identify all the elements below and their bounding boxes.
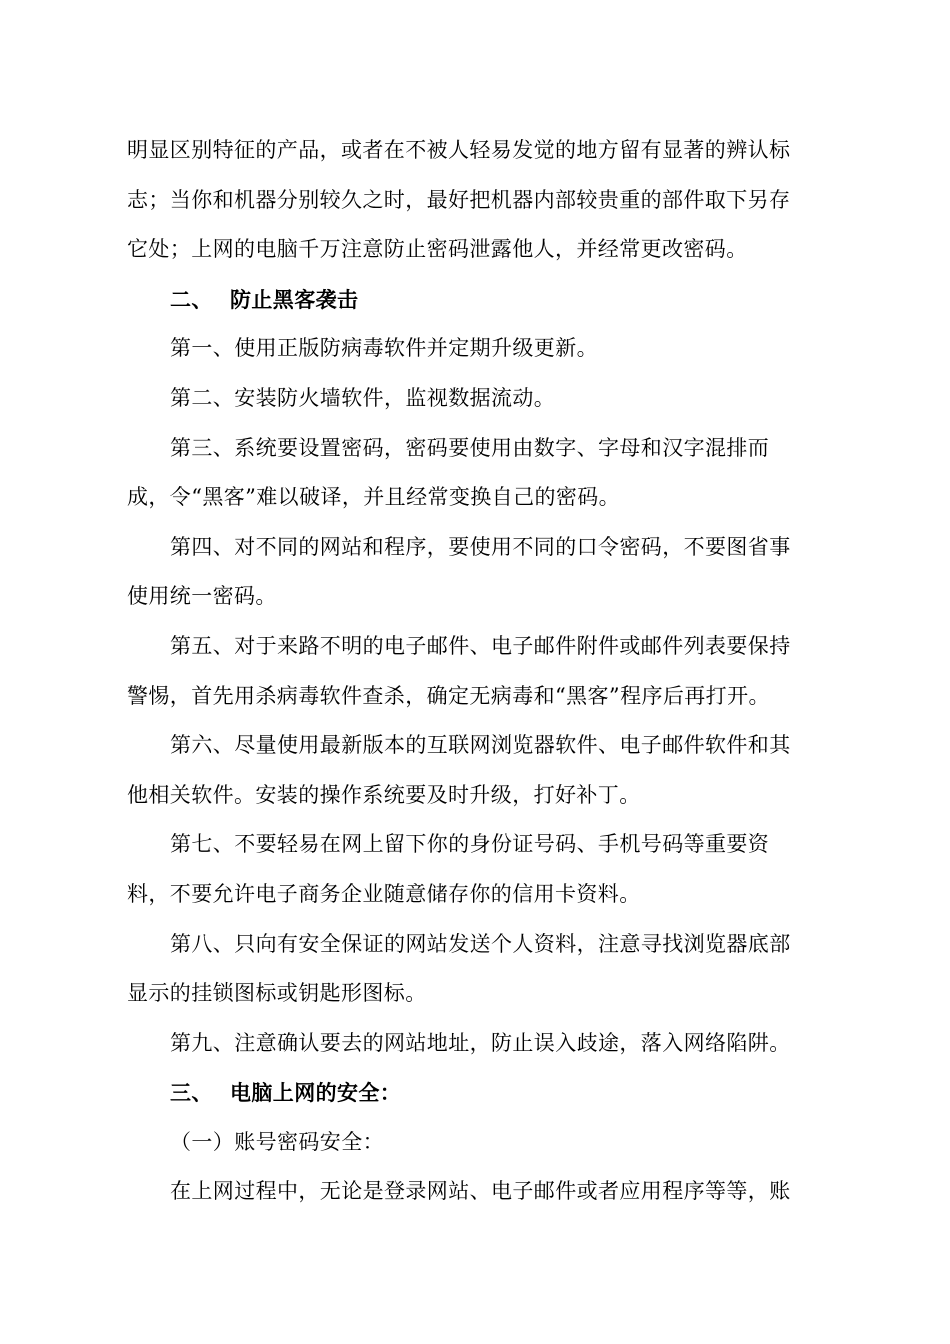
paragraph-continued (127, 126, 821, 275)
text-line: 显示的挂锁图标或钥匙形图标。 (127, 981, 427, 1006)
section-title: 防止黑客袭击 (230, 286, 359, 312)
section-number: 三、 (170, 1080, 213, 1106)
text-line: 第四、对不同的网站和程序，要使用不同的口令密码，不要图省事 (170, 534, 791, 559)
paragraph-body: 在上网过程中，无论是登录网站、电子邮件或者应用程序等等，账 (170, 1179, 791, 1204)
paragraph-item-5 (127, 622, 821, 721)
document-page (127, 126, 821, 1217)
paragraph-item-9: 第九、注意确认要去的网站地址，防止误入歧途，落入网络陷阱。 (170, 1030, 791, 1055)
text-line: 料，不要允许电子商务企业随意储存你的信用卡资料。 (127, 881, 641, 906)
text-line: 第五、对于来路不明的电子邮件、电子邮件附件或邮件列表要保持 (170, 633, 791, 658)
paragraph-item-1: 第一、使用正版防病毒软件并定期升级更新。 (170, 336, 598, 361)
paragraph-item-6 (127, 721, 821, 820)
text-line: 第七、不要轻易在网上留下你的身份证号码、手机号码等重要资 (170, 832, 770, 857)
text-line: 他相关软件。安装的操作系统要及时升级，打好补丁。 (127, 782, 641, 807)
text-line: 警惕，首先用杀病毒软件查杀，确定无病毒和“黑客”程序后再打开。 (127, 683, 770, 708)
text-line: 第三、系统要设置密码，密码要使用由数字、字母和汉字混排而 (170, 435, 770, 460)
paragraph-item-3 (127, 424, 821, 523)
subsection-heading: （一）账号密码安全： (170, 1129, 384, 1154)
text-line: 成，令“黑客”难以破译，并且经常变换自己的密码。 (127, 485, 621, 510)
section-heading-3 (127, 1068, 821, 1118)
text-line: 使用统一密码。 (127, 584, 277, 609)
paragraph-item-2: 第二、安装防火墙软件，监视数据流动。 (170, 385, 556, 410)
section-number: 二、 (170, 286, 213, 312)
text-line: 明显区别特征的产品，或者在不被人轻易发觉的地方留有显著的辨认标 (127, 138, 791, 162)
section-heading-2 (127, 275, 821, 325)
section-title: 电脑上网的安全： (230, 1080, 402, 1106)
text-line: 志；当你和机器分别较久之时，最好把机器内部较贵重的部件取下另存 (127, 187, 791, 212)
text-line: 第六、尽量使用最新版本的互联网浏览器软件、电子邮件软件和其 (170, 733, 791, 758)
text-line: 第八、只向有安全保证的网站发送个人资料，注意寻找浏览器底部 (170, 931, 791, 956)
paragraph-item-8 (127, 920, 821, 1019)
paragraph-item-7 (127, 820, 821, 919)
text-line: 它处；上网的电脑千万注意防止密码泄露他人，并经常更改密码。 (127, 237, 748, 262)
paragraph-item-4 (127, 523, 821, 622)
